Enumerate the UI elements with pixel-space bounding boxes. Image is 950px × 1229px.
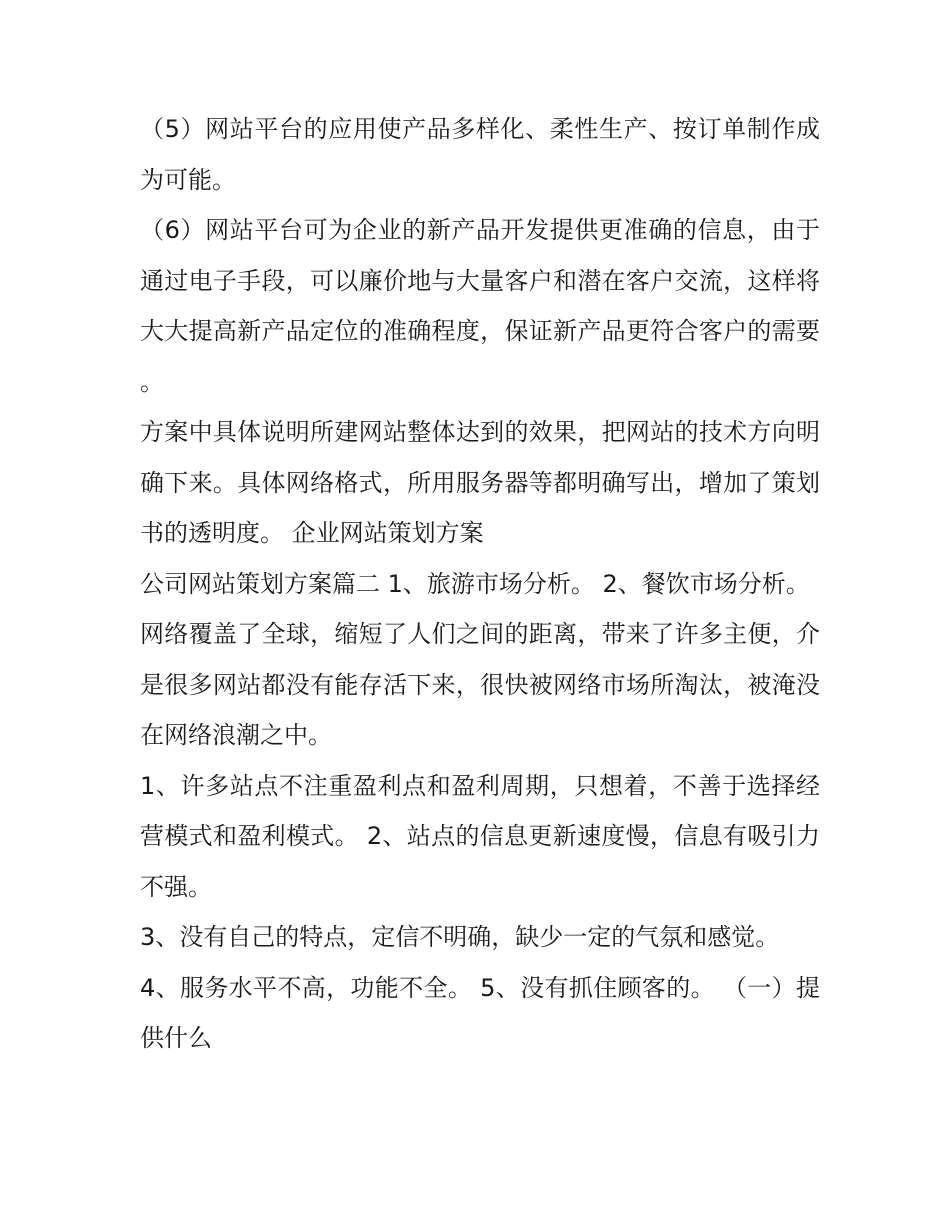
paragraph-problem-3: 3、没有自己的特点，定信不明确，缺少一定的气氛和感觉。	[140, 923, 780, 951]
paragraph-item-6: （6）网站平台可为企业的新产品开发提供更准确的信息，由于通过电子手段，可以廉价地与大量客户和潜在客户交流，这样将大大提高新产品定位的准确程度，保证新产品更符合客户的需要。	[140, 216, 820, 396]
paragraph-problems-4-5: 4、服务水平不高，功能不全。 5、没有抓住顾客的。 （一）提供什么	[140, 973, 820, 1052]
paragraph-network-coverage: 网络覆盖了全球，缩短了人们之间的距离，带来了许多主便，介是很多网站都没有能存活下来，很快被网络市场所淘汰，被淹没在网络浪潮之中。	[140, 620, 820, 749]
paragraph-problems-1-2: 1、许多站点不注重盈利点和盈利周期，只想着，不善于选择经营模式和盈利模式。 2、站点的信息更新速度慢，信息有吸引力不强。	[140, 771, 820, 901]
paragraph-plan-part-two: 公司网站策划方案篇二 1、旅游市场分析。 2、餐饮市场分析。	[140, 569, 810, 598]
paragraph-item-5: （5）网站平台的应用使产品多样化、柔性生产、按订单制作成为可能。	[140, 115, 820, 194]
paragraph-plan-description: 方案中具体说明所建网站整体达到的效果，把网站的技术方向明确下来。具体网络格式，所用服务器等都明确写出，增加了策划书的透明度。 企业网站策划方案	[140, 418, 820, 547]
document-body	[140, 104, 820, 1064]
